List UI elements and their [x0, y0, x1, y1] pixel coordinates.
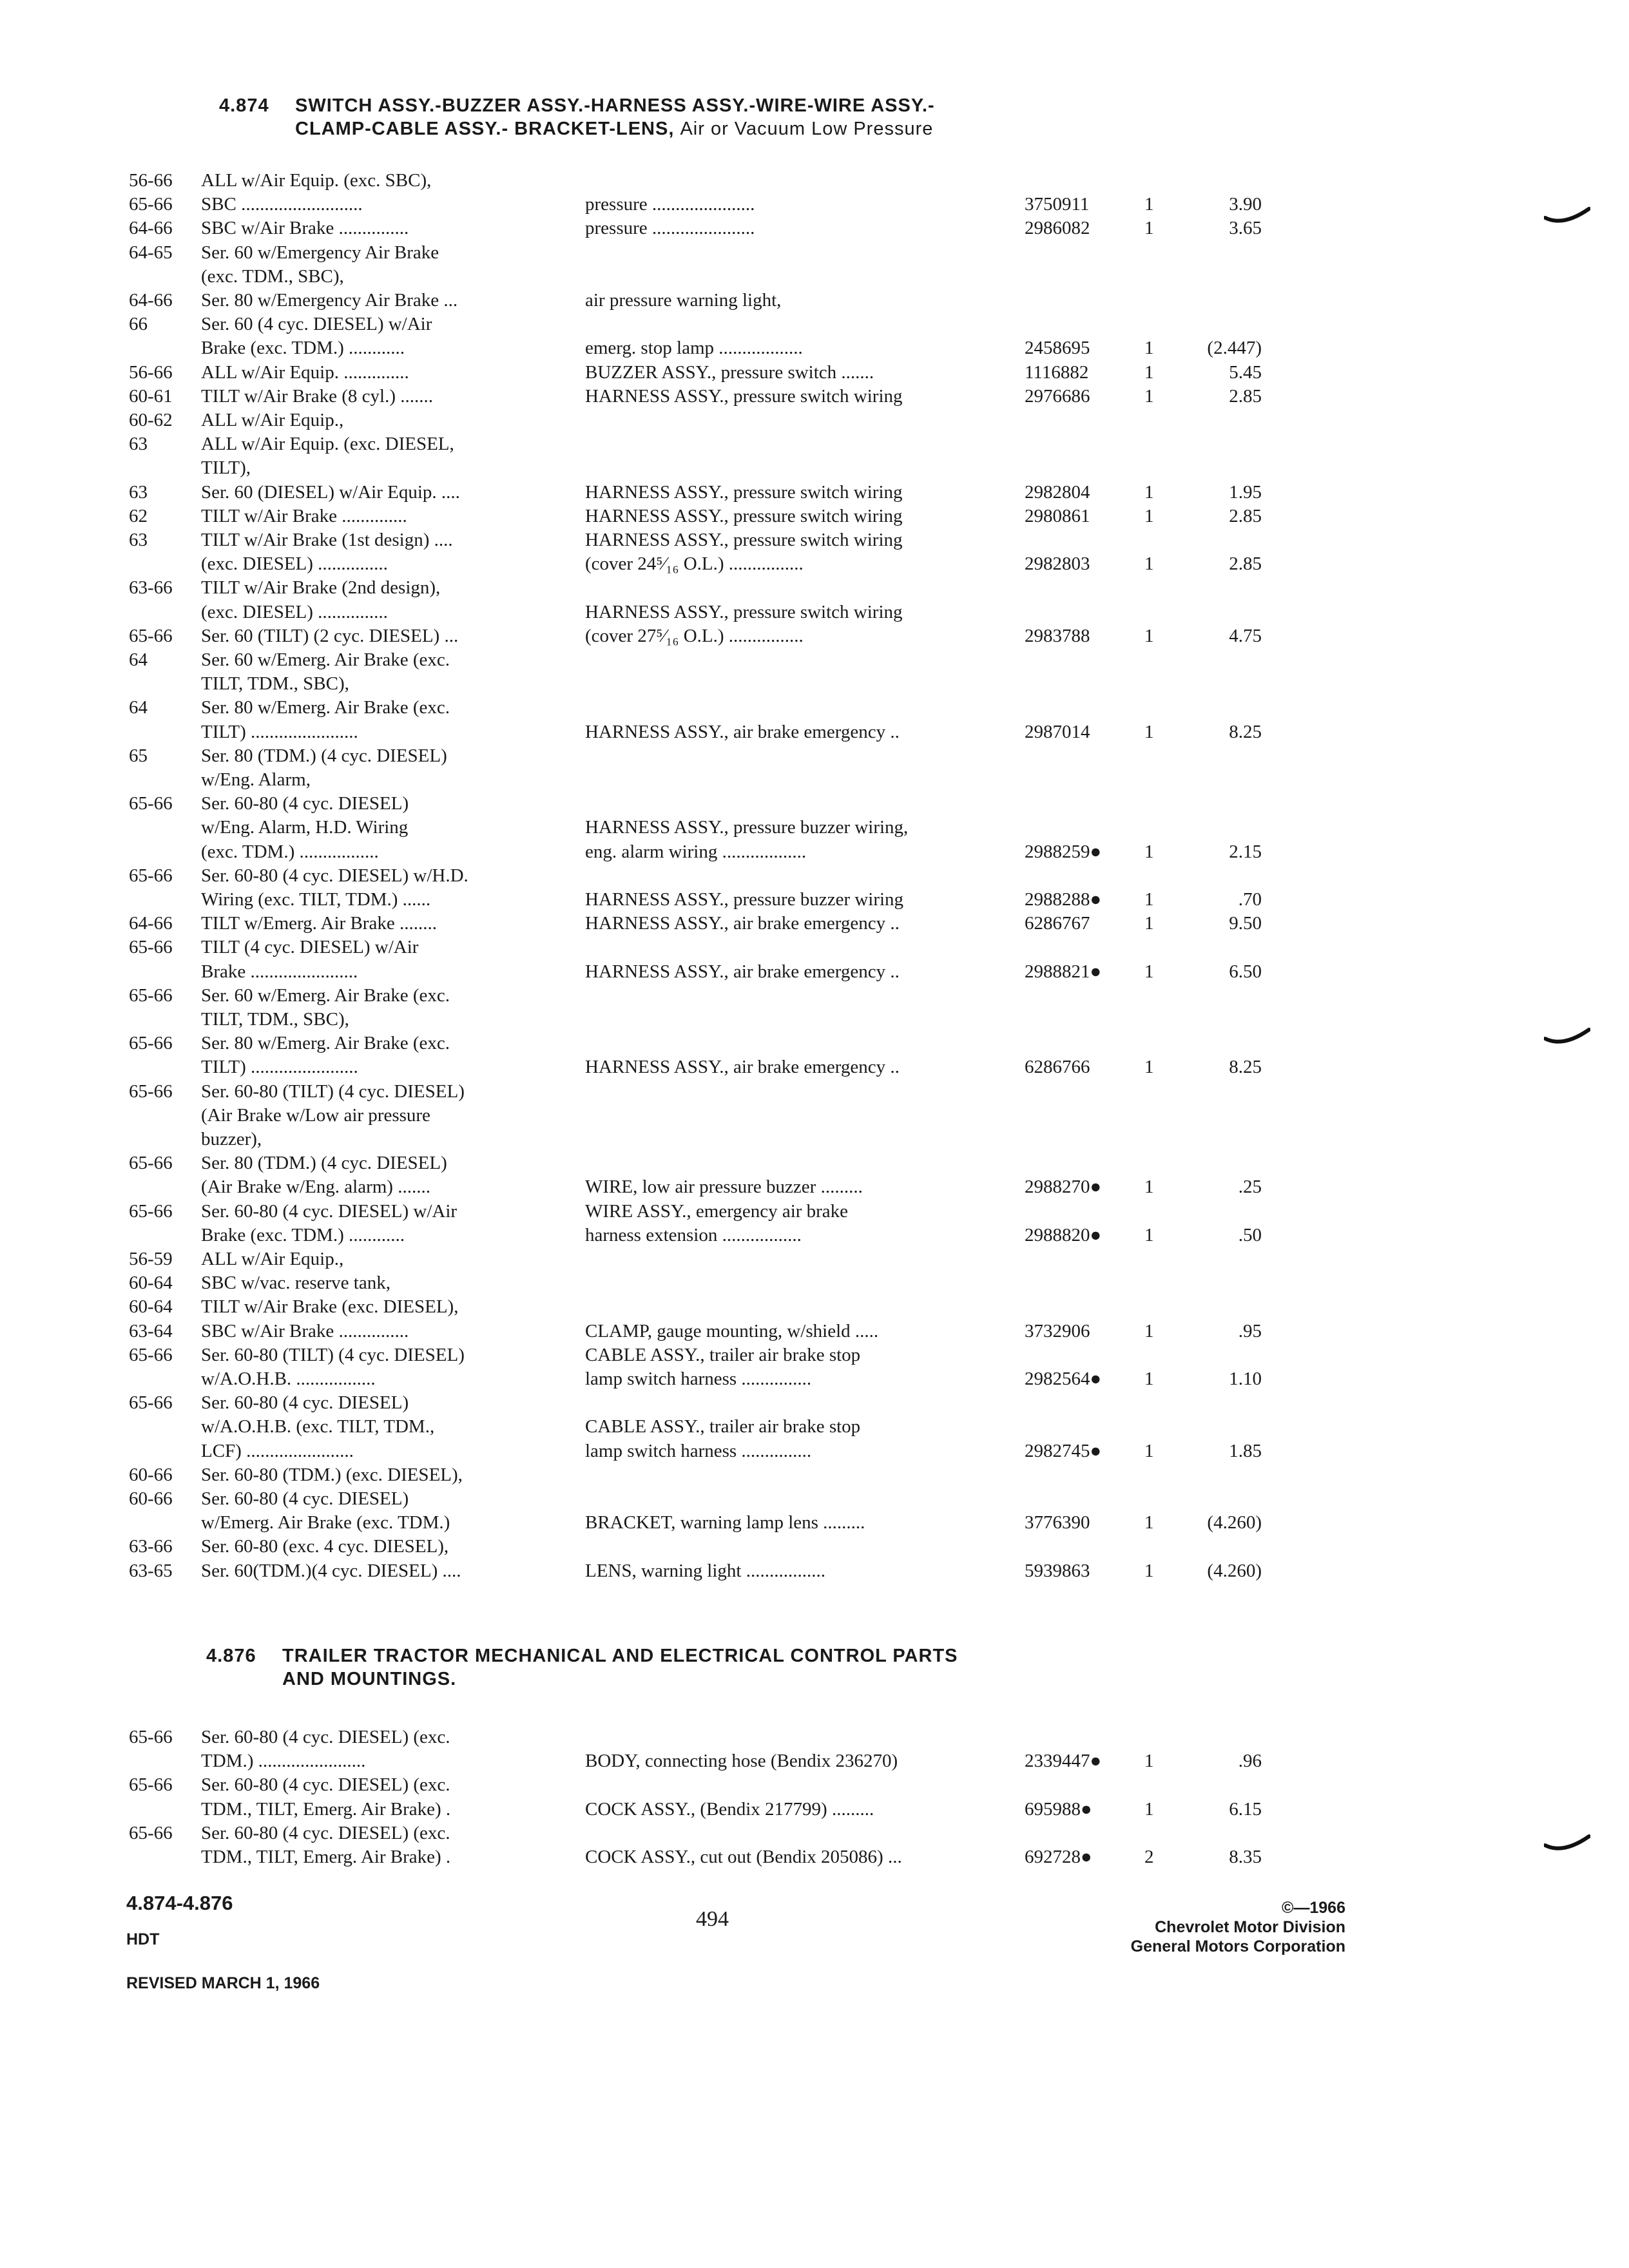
quantity: 1: [1144, 625, 1154, 646]
quantity: 1: [1144, 721, 1154, 742]
binder-tick-mark: [1544, 1832, 1590, 1854]
quantity: 1: [1144, 1751, 1154, 1772]
section-title-line2: CLAMP-CABLE ASSY.- BRACKET-LENS,: [295, 119, 675, 139]
price: 5.45: [1229, 361, 1262, 383]
parts-row: [0, 1055, 1629, 1079]
price: 9.50: [1229, 913, 1262, 934]
parts-row: [0, 1151, 1629, 1175]
application-description: TILT w/Air Brake ..............: [201, 505, 407, 526]
model-years: 64: [129, 649, 148, 670]
parts-row: [0, 744, 1629, 767]
application-description: TILT) .......................: [201, 1057, 358, 1078]
parts-row: [0, 361, 1629, 384]
model-years: 65: [129, 745, 148, 766]
parts-row: [0, 1749, 1629, 1773]
application-description: Ser. 80 (TDM.) (4 cyc. DIESEL): [201, 745, 447, 766]
model-years: 65-66: [129, 937, 173, 958]
application-description: ALL w/Air Equip.,: [201, 410, 344, 430]
quantity: 1: [1144, 889, 1154, 910]
part-number: 3750911: [1025, 194, 1090, 215]
part-name: CLAMP, gauge mounting, w/shield .....: [585, 1320, 879, 1341]
price: 6.15: [1229, 1798, 1262, 1820]
model-years: 65-66: [129, 1033, 173, 1054]
application-description: TILT) .......................: [201, 721, 358, 742]
part-number: 2988288●: [1025, 889, 1102, 910]
price: 2.15: [1229, 841, 1262, 862]
part-name: HARNESS ASSY., pressure switch wiring: [585, 530, 903, 550]
application-description: Ser. 60(TDM.)(4 cyc. DIESEL) ....: [201, 1560, 461, 1581]
price: 3.65: [1229, 218, 1262, 239]
part-number: 695988●: [1025, 1798, 1092, 1820]
part-name: lamp switch harness ...............: [585, 1440, 812, 1461]
application-description: Ser. 60 w/Emerg. Air Brake (exc.: [201, 985, 450, 1006]
application-description: Brake (exc. TDM.) ............: [201, 1224, 405, 1245]
application-description: Ser. 80 w/Emergency Air Brake ...: [201, 290, 458, 311]
model-years: 63: [129, 530, 148, 550]
parts-row: [0, 1415, 1629, 1438]
model-years: 65-66: [129, 1344, 173, 1365]
application-description: Ser. 60 (4 cyc. DIESEL) w/Air: [201, 314, 432, 335]
model-years: 65-66: [129, 194, 173, 215]
part-number: 2982564●: [1025, 1369, 1102, 1389]
part-name: pressure ......................: [585, 218, 755, 239]
application-description: w/Eng. Alarm,: [201, 769, 311, 790]
model-years: 56-66: [129, 361, 173, 383]
model-years: 60-64: [129, 1296, 173, 1318]
application-description: Ser. 80 (TDM.) (4 cyc. DIESEL): [201, 1153, 447, 1174]
application-description: Ser. 60 w/Emerg. Air Brake (exc.: [201, 649, 450, 670]
model-years: 65-66: [129, 1727, 173, 1747]
price: 8.25: [1229, 1057, 1262, 1078]
application-description: Ser. 60-80 (TILT) (4 cyc. DIESEL): [201, 1344, 465, 1365]
part-name: eng. alarm wiring ..................: [585, 841, 807, 862]
application-description: (exc. DIESEL) ...............: [201, 553, 388, 575]
part-number: 2983788: [1025, 625, 1090, 646]
parts-row: [0, 1224, 1629, 1247]
quantity: 2: [1144, 1847, 1154, 1867]
price: 2.85: [1229, 505, 1262, 526]
parts-row: [0, 1295, 1629, 1318]
parts-row: [0, 1271, 1629, 1294]
parts-row: [0, 1104, 1629, 1127]
application-description: SBC w/Air Brake ...............: [201, 218, 409, 239]
model-years: 60-66: [129, 1488, 173, 1509]
model-years: 63-66: [129, 1536, 173, 1557]
model-years: 64: [129, 697, 148, 718]
model-years: 64-66: [129, 913, 173, 934]
application-description: ALL w/Air Equip. (exc. SBC),: [201, 170, 432, 191]
application-description: w/A.O.H.B. .................: [201, 1369, 376, 1389]
model-years: 60-64: [129, 1273, 173, 1294]
price: 1.95: [1229, 481, 1262, 503]
application-description: (Air Brake w/Low air pressure: [201, 1104, 430, 1126]
application-description: TILT (4 cyc. DIESEL) w/Air: [201, 937, 419, 958]
parts-row: [0, 1821, 1629, 1845]
part-name: emerg. stop lamp ..................: [585, 338, 803, 359]
part-name: HARNESS ASSY., pressure switch wiring: [585, 601, 903, 622]
parts-row: [0, 505, 1629, 528]
section-title-line1: SWITCH ASSY.-BUZZER ASSY.-HARNESS ASSY.-WIRE-WIRE ASSY.-: [295, 95, 935, 116]
part-name: HARNESS ASSY., air brake emergency ..: [585, 913, 900, 934]
part-number: 2980861: [1025, 505, 1090, 526]
quantity: 1: [1144, 385, 1154, 407]
quantity: 1: [1144, 1512, 1154, 1533]
model-years: 60-66: [129, 1464, 173, 1485]
parts-row: [0, 1175, 1629, 1198]
quantity: 1: [1144, 481, 1154, 503]
application-description: w/Emerg. Air Brake (exc. TDM.): [201, 1512, 450, 1533]
price: (4.260): [1207, 1512, 1262, 1533]
quantity: 1: [1144, 505, 1154, 526]
parts-row: [0, 1343, 1629, 1367]
parts-row: [0, 312, 1629, 336]
parts-row: [0, 936, 1629, 959]
parts-row: [0, 1559, 1629, 1582]
part-number: 692728●: [1025, 1847, 1092, 1867]
binder-tick-mark: [1544, 1026, 1590, 1048]
application-description: TILT),: [201, 457, 251, 479]
part-name: HARNESS ASSY., pressure buzzer wiring,: [585, 817, 909, 838]
part-name: LENS, warning light .................: [585, 1560, 825, 1581]
model-years: 65-66: [129, 985, 173, 1006]
model-years: 64-66: [129, 290, 173, 311]
corporation-name: General Motors Corporation: [1130, 1937, 1345, 1956]
model-years: 63: [129, 434, 148, 455]
price: .70: [1238, 889, 1262, 910]
application-description: Ser. 60-80 (4 cyc. DIESEL): [201, 793, 409, 814]
part-number: 2986082: [1025, 218, 1090, 239]
part-name: HARNESS ASSY., air brake emergency ..: [585, 1057, 900, 1078]
parts-row: [0, 1463, 1629, 1486]
application-description: Ser. 80 w/Emerg. Air Brake (exc.: [201, 697, 450, 718]
parts-row: [0, 481, 1629, 504]
quantity: 1: [1144, 218, 1154, 239]
parts-row: [0, 1439, 1629, 1463]
application-description: Ser. 60 (DIESEL) w/Air Equip. ....: [201, 481, 460, 503]
part-name: air pressure warning light,: [585, 290, 782, 311]
application-description: ALL w/Air Equip. (exc. DIESEL,: [201, 434, 454, 455]
application-description: Ser. 60-80 (TILT) (4 cyc. DIESEL): [201, 1081, 465, 1102]
parts-row: [0, 768, 1629, 791]
price: (4.260): [1207, 1560, 1262, 1581]
application-description: Ser. 60 w/Emergency Air Brake: [201, 242, 439, 263]
parts-row: [0, 169, 1629, 192]
part-name: (cover 27⁵⁄₁₆ O.L.) ................: [585, 625, 804, 646]
model-years: 63: [129, 481, 148, 503]
model-years: 63-66: [129, 577, 173, 599]
parts-row: [0, 672, 1629, 695]
price: 1.10: [1229, 1369, 1262, 1389]
part-name: CABLE ASSY., trailer air brake stop: [585, 1416, 861, 1437]
model-years: 65-66: [129, 1392, 173, 1414]
application-description: TILT, TDM., SBC),: [201, 673, 349, 695]
application-description: ALL w/Air Equip. ..............: [201, 361, 409, 383]
quantity: 1: [1144, 361, 1154, 383]
parts-row: [0, 528, 1629, 552]
section-title-line1: TRAILER TRACTOR MECHANICAL AND ELECTRICAL CONTROL PARTS: [282, 1646, 958, 1666]
quantity: 1: [1144, 1320, 1154, 1341]
application-description: Ser. 80 w/Emerg. Air Brake (exc.: [201, 1033, 450, 1054]
price: .96: [1238, 1751, 1262, 1772]
parts-row: [0, 241, 1629, 264]
parts-row: [0, 816, 1629, 839]
quantity: 1: [1144, 1224, 1154, 1245]
application-description: Ser. 60-80 (4 cyc. DIESEL) (exc.: [201, 1727, 450, 1747]
parts-row: [0, 265, 1629, 288]
parts-row: [0, 984, 1629, 1007]
part-number: 3732906: [1025, 1320, 1090, 1341]
parts-row: [0, 720, 1629, 744]
parts-row: [0, 1008, 1629, 1031]
model-years: 64-65: [129, 242, 173, 263]
application-description: Ser. 60-80 (4 cyc. DIESEL): [201, 1488, 409, 1509]
application-description: Wiring (exc. TILT, TDM.) ......: [201, 889, 431, 910]
quantity: 1: [1144, 841, 1154, 862]
part-number: 2988821●: [1025, 961, 1102, 982]
part-name: harness extension .................: [585, 1224, 802, 1245]
model-years: 64-66: [129, 218, 173, 239]
price: .50: [1238, 1224, 1262, 1245]
parts-row: [0, 624, 1629, 648]
parts-row: [0, 576, 1629, 599]
part-name: WIRE ASSY., emergency air brake: [585, 1200, 849, 1222]
part-name: BUZZER ASSY., pressure switch .......: [585, 361, 874, 383]
parts-row: [0, 912, 1629, 935]
application-description: (exc. TDM.) .................: [201, 841, 379, 862]
application-description: (exc. DIESEL) ...............: [201, 601, 388, 622]
quantity: 1: [1144, 913, 1154, 934]
application-description: Ser. 60-80 (4 cyc. DIESEL) w/Air: [201, 1200, 458, 1222]
quantity: 1: [1144, 1440, 1154, 1461]
part-name: HARNESS ASSY., pressure switch wiring: [585, 481, 903, 503]
application-description: TILT w/Air Brake (8 cyl.) .......: [201, 385, 434, 407]
part-number: 2982745●: [1025, 1440, 1102, 1461]
model-years: 65-66: [129, 1200, 173, 1222]
price: 2.85: [1229, 385, 1262, 407]
model-years: 65-66: [129, 1081, 173, 1102]
application-description: (exc. TDM., SBC),: [201, 265, 344, 287]
parts-row: [0, 552, 1629, 575]
binder-tick-mark: [1544, 205, 1590, 227]
application-description: SBC w/vac. reserve tank,: [201, 1273, 390, 1294]
parts-row: [0, 864, 1629, 887]
parts-row: [0, 792, 1629, 815]
division-name: Chevrolet Motor Division: [1155, 1918, 1345, 1936]
section-range: 4.874-4.876: [126, 1892, 233, 1914]
application-description: w/Eng. Alarm, H.D. Wiring: [201, 817, 409, 838]
quantity: 1: [1144, 961, 1154, 982]
application-description: Brake .......................: [201, 961, 358, 982]
parts-row: [0, 336, 1629, 360]
application-description: SBC w/Air Brake ...............: [201, 1320, 409, 1341]
application-description: w/A.O.H.B. (exc. TILT, TDM.,: [201, 1416, 435, 1437]
price: .25: [1238, 1177, 1262, 1198]
price: 4.75: [1229, 625, 1262, 646]
application-description: Brake (exc. TDM.) ............: [201, 338, 405, 359]
section-number: 4.876: [206, 1646, 256, 1666]
part-name: BRACKET, warning lamp lens .........: [585, 1512, 865, 1533]
price: 2.85: [1229, 553, 1262, 575]
part-name: HARNESS ASSY., pressure switch wiring: [585, 385, 903, 407]
part-number: 2987014: [1025, 721, 1090, 742]
section-number: 4.874: [219, 95, 269, 116]
parts-row: [0, 385, 1629, 408]
quantity: 1: [1144, 1177, 1154, 1198]
part-number: 3776390: [1025, 1512, 1090, 1533]
parts-row: [0, 1200, 1629, 1223]
model-years: 65-66: [129, 625, 173, 646]
parts-row: [0, 1247, 1629, 1271]
application-description: Ser. 60-80 (TDM.) (exc. DIESEL),: [201, 1464, 463, 1485]
model-years: 60-62: [129, 410, 173, 430]
application-description: TILT w/Air Brake (exc. DIESEL),: [201, 1296, 459, 1318]
part-number: 2458695: [1025, 338, 1090, 359]
parts-row: [0, 696, 1629, 719]
part-number: 5939863: [1025, 1560, 1090, 1581]
page-number: 494: [696, 1907, 729, 1931]
parts-row: [0, 648, 1629, 671]
part-name: HARNESS ASSY., air brake emergency ..: [585, 721, 900, 742]
part-name: lamp switch harness ...............: [585, 1369, 812, 1389]
parts-row: [0, 1080, 1629, 1103]
catalog-code: HDT: [126, 1930, 160, 1948]
application-description: Ser. 60-80 (4 cyc. DIESEL) w/H.D.: [201, 865, 468, 886]
revision-date: REVISED MARCH 1, 1966: [126, 1974, 320, 1992]
part-number: 2988820●: [1025, 1224, 1102, 1245]
part-number: 6286767: [1025, 913, 1090, 934]
quantity: 1: [1144, 1057, 1154, 1078]
part-name: HARNESS ASSY., pressure buzzer wiring: [585, 889, 904, 910]
parts-row: [0, 456, 1629, 479]
parts-row: [0, 1487, 1629, 1510]
part-number: 2988270●: [1025, 1177, 1102, 1198]
application-description: TDM., TILT, Emerg. Air Brake) .: [201, 1798, 451, 1820]
parts-row: [0, 888, 1629, 911]
price: 8.25: [1229, 721, 1262, 742]
application-description: SBC ..........................: [201, 194, 363, 215]
model-years: 65-66: [129, 1153, 173, 1174]
parts-row: [0, 1535, 1629, 1558]
part-number: 2988259●: [1025, 841, 1102, 862]
parts-row: [0, 193, 1629, 216]
parts-row: [0, 1511, 1629, 1534]
model-years: 66: [129, 314, 148, 335]
model-years: 56-59: [129, 1249, 173, 1269]
quantity: 1: [1144, 1369, 1154, 1389]
part-name: CABLE ASSY., trailer air brake stop: [585, 1344, 861, 1365]
application-description: Ser. 60-80 (4 cyc. DIESEL) (exc.: [201, 1822, 450, 1843]
quantity: 1: [1144, 553, 1154, 575]
part-number: 2339447●: [1025, 1751, 1102, 1772]
price: .95: [1238, 1320, 1262, 1341]
parts-row: [0, 1798, 1629, 1821]
model-years: 60-61: [129, 385, 173, 407]
parts-row: [0, 1128, 1629, 1151]
application-description: buzzer),: [201, 1129, 262, 1149]
parts-row: [0, 1845, 1629, 1869]
parts-row: [0, 840, 1629, 863]
price: 3.90: [1229, 194, 1262, 215]
parts-row: [0, 216, 1629, 240]
application-description: TILT w/Emerg. Air Brake ........: [201, 913, 437, 934]
parts-row: [0, 601, 1629, 624]
part-number: 6286766: [1025, 1057, 1090, 1078]
part-name: WIRE, low air pressure buzzer .........: [585, 1177, 863, 1198]
application-description: Ser. 60-80 (4 cyc. DIESEL) (exc.: [201, 1774, 450, 1796]
application-description: (Air Brake w/Eng. alarm) .......: [201, 1177, 430, 1198]
model-years: 65-66: [129, 1822, 173, 1843]
price: 6.50: [1229, 961, 1262, 982]
application-description: Ser. 60-80 (exc. 4 cyc. DIESEL),: [201, 1536, 449, 1557]
parts-row: [0, 1367, 1629, 1390]
parts-row: [0, 1773, 1629, 1796]
model-years: 63-64: [129, 1320, 173, 1341]
parts-row: [0, 432, 1629, 456]
part-name: (cover 24⁵⁄₁₆ O.L.) ................: [585, 553, 804, 575]
part-name: COCK ASSY., cut out (Bendix 205086) ...: [585, 1847, 902, 1867]
part-number: 2982803: [1025, 553, 1090, 575]
application-description: TILT w/Air Brake (2nd design),: [201, 577, 441, 599]
part-name: HARNESS ASSY., pressure switch wiring: [585, 505, 903, 526]
part-number: 2982804: [1025, 481, 1090, 503]
part-name: COCK ASSY., (Bendix 217799) .........: [585, 1798, 874, 1820]
part-name: pressure ......................: [585, 194, 755, 215]
quantity: 1: [1144, 338, 1154, 359]
section-title-line2: AND MOUNTINGS.: [282, 1669, 457, 1689]
application-description: Ser. 60 (TILT) (2 cyc. DIESEL) ...: [201, 625, 459, 646]
application-description: LCF) .......................: [201, 1440, 354, 1461]
application-description: TILT, TDM., SBC),: [201, 1009, 349, 1030]
application-description: ALL w/Air Equip.,: [201, 1249, 344, 1269]
model-years: 65-66: [129, 1774, 173, 1796]
parts-row: [0, 408, 1629, 432]
part-number: 1116882: [1025, 361, 1089, 383]
price: (2.447): [1207, 338, 1262, 359]
application-description: TILT w/Air Brake (1st design) ....: [201, 530, 453, 550]
price: 1.85: [1229, 1440, 1262, 1461]
parts-row: [0, 1391, 1629, 1414]
model-years: 63-65: [129, 1560, 173, 1581]
model-years: 65-66: [129, 793, 173, 814]
model-years: 56-66: [129, 170, 173, 191]
application-description: TDM., TILT, Emerg. Air Brake) .: [201, 1847, 451, 1867]
application-description: Ser. 60-80 (4 cyc. DIESEL): [201, 1392, 409, 1414]
parts-row: [0, 1320, 1629, 1343]
model-years: 65-66: [129, 865, 173, 886]
parts-row: [0, 1725, 1629, 1749]
parts-row: [0, 1032, 1629, 1055]
parts-row: [0, 289, 1629, 312]
copyright: ©—1966: [1281, 1899, 1345, 1917]
application-description: TDM.) .......................: [201, 1751, 366, 1772]
parts-row: [0, 960, 1629, 983]
quantity: 1: [1144, 1560, 1154, 1581]
section-title-suffix: Air or Vacuum Low Pressure: [680, 119, 934, 139]
part-number: 2976686: [1025, 385, 1090, 407]
model-years: 62: [129, 505, 148, 526]
quantity: 1: [1144, 194, 1154, 215]
quantity: 1: [1144, 1798, 1154, 1820]
part-name: BODY, connecting hose (Bendix 236270): [585, 1751, 898, 1772]
price: 8.35: [1229, 1847, 1262, 1867]
part-name: HARNESS ASSY., air brake emergency ..: [585, 961, 900, 982]
